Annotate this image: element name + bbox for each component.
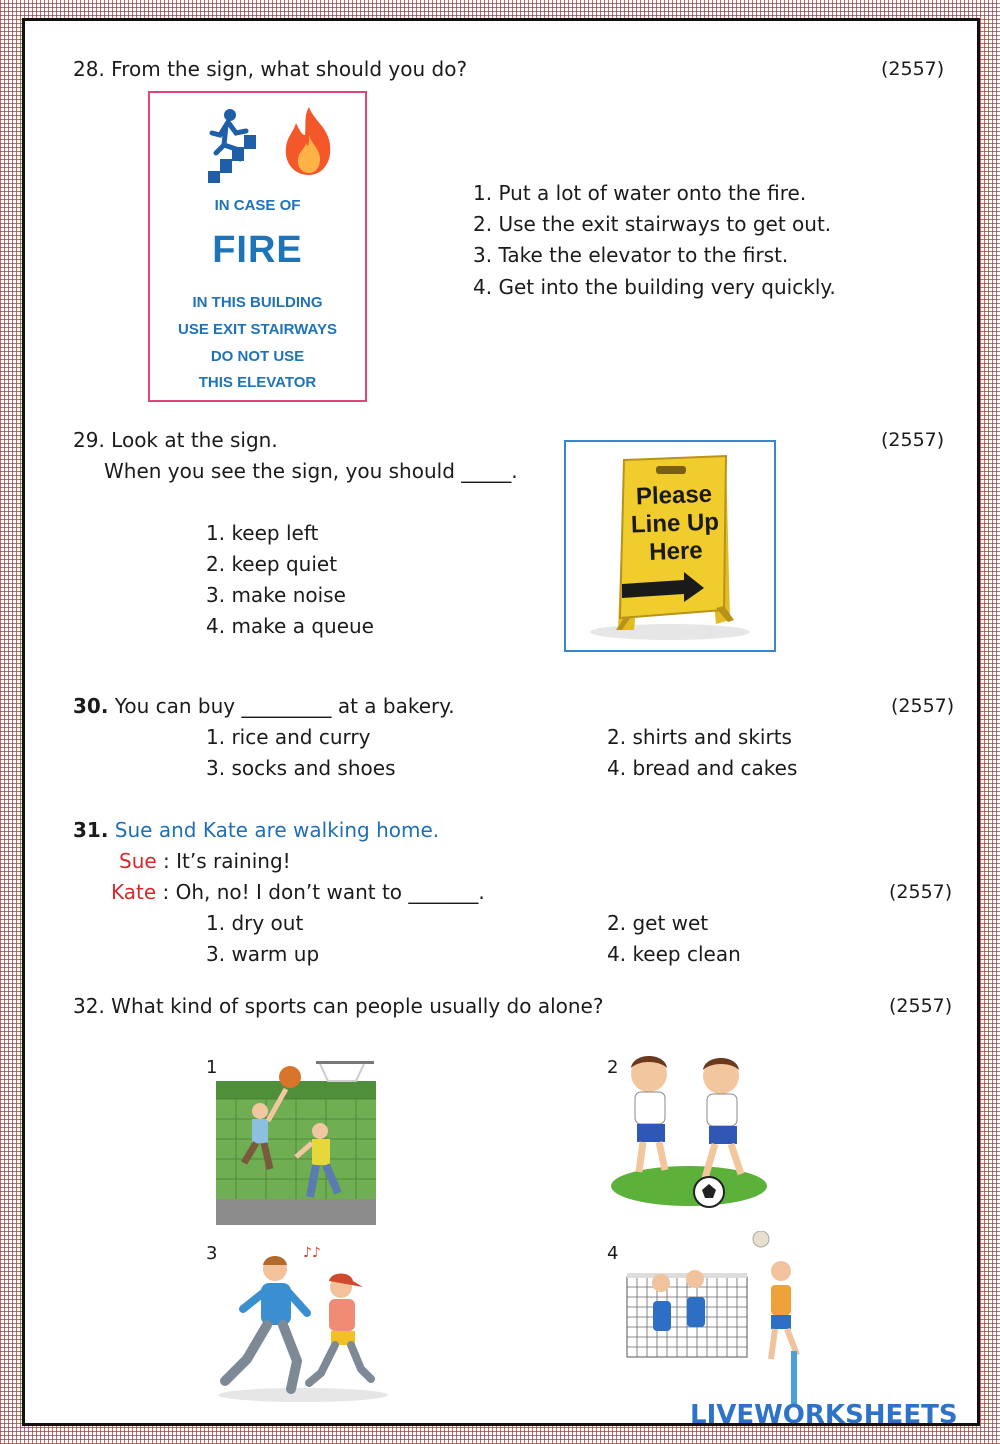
- sign-line-here: Here: [648, 537, 704, 566]
- q29-option-4[interactable]: 4. make a queue: [206, 614, 374, 638]
- q29-prompt: When you see the sign, you should _____.: [104, 459, 518, 483]
- sign-line-in-case-of: IN CASE OF: [214, 197, 301, 214]
- q29-year: (2557): [881, 429, 945, 451]
- sign-line-building: IN THIS BUILDING: [192, 294, 323, 311]
- sign-line-do-not-use: DO NOT USE: [210, 348, 305, 365]
- q31-line-2-text: : Oh, no! I don’t want to _______.: [162, 880, 485, 904]
- speaker-sue: Sue: [119, 849, 157, 873]
- liveworksheets-logo[interactable]: LIVEWORKSHEETS: [690, 1400, 958, 1430]
- q31-option-3[interactable]: 3. warm up: [206, 942, 320, 966]
- line-up-sign: [564, 440, 776, 652]
- picture-2-label: 2: [607, 1057, 619, 1078]
- q28-option-1[interactable]: 1. Put a lot of water onto the fire.: [473, 181, 807, 205]
- q31-option-1[interactable]: 1. dry out: [206, 911, 304, 935]
- fire-icon: [278, 105, 340, 177]
- fire-sign: [148, 91, 367, 402]
- q30-text: You can buy _________ at a bakery.: [114, 694, 455, 718]
- q30-option-3[interactable]: 3. socks and shoes: [206, 756, 396, 780]
- sign-line-stairways: USE EXIT STAIRWAYS: [178, 321, 337, 338]
- volleyball-players-illustration[interactable]: [625, 1231, 815, 1409]
- q30-option-1[interactable]: 1. rice and curry: [206, 725, 371, 749]
- q30-option-4[interactable]: 4. bread and cakes: [607, 756, 798, 780]
- q29-option-1[interactable]: 1. keep left: [206, 521, 319, 545]
- q32-year: (2557): [889, 995, 953, 1017]
- q30-year: (2557): [891, 695, 955, 717]
- q28-question: 28. From the sign, what should you do?: [73, 57, 468, 81]
- speaker-kate: Kate: [111, 880, 157, 904]
- q30-question: [73, 694, 455, 718]
- sign-line-please: Please: [635, 480, 713, 511]
- q31-intro: [73, 818, 439, 842]
- q32-question: 32. What kind of sports can people usually do alone?: [73, 994, 604, 1018]
- picture-4-label: 4: [607, 1243, 619, 1264]
- q30-number: 30.: [73, 694, 109, 718]
- picture-3-label: 3: [206, 1243, 218, 1264]
- sign-line-elevator: THIS ELEVATOR: [198, 374, 317, 391]
- sign-text: [629, 480, 722, 567]
- q31-number: 31.: [73, 818, 109, 842]
- q28-option-3[interactable]: 3. Take the elevator to the first.: [473, 243, 789, 267]
- stairs-exit-icon: [206, 105, 268, 185]
- joggers-illustration[interactable]: [213, 1243, 393, 1405]
- soccer-players-illustration[interactable]: [609, 1046, 779, 1216]
- q31-year: (2557): [889, 881, 953, 903]
- basketball-players-illustration[interactable]: [216, 1059, 378, 1227]
- q31-option-4[interactable]: 4. keep clean: [607, 942, 741, 966]
- q31-intro-text: Sue and Kate are walking home.: [114, 818, 440, 842]
- q31-line-1-text: : It’s raining!: [163, 849, 291, 873]
- sign-line-fire: FIRE: [212, 229, 303, 271]
- svg-text:♪♪: ♪♪: [303, 1245, 321, 1261]
- q31-line-1: [119, 849, 291, 873]
- sign-line-line-up: Line Up: [630, 508, 720, 539]
- q28-year: (2557): [881, 58, 945, 80]
- q31-option-2[interactable]: 2. get wet: [607, 911, 709, 935]
- q30-option-2[interactable]: 2. shirts and skirts: [607, 725, 792, 749]
- q29-question: 29. Look at the sign.: [73, 428, 278, 452]
- q28-option-4[interactable]: 4. Get into the building very quickly.: [473, 275, 836, 299]
- worksheet-page: [22, 18, 980, 1426]
- q29-option-3[interactable]: 3. make noise: [206, 583, 346, 607]
- q31-line-2: [111, 880, 485, 904]
- q29-option-2[interactable]: 2. keep quiet: [206, 552, 338, 576]
- picture-1-label: 1: [206, 1057, 218, 1078]
- q28-option-2[interactable]: 2. Use the exit stairways to get out.: [473, 212, 832, 236]
